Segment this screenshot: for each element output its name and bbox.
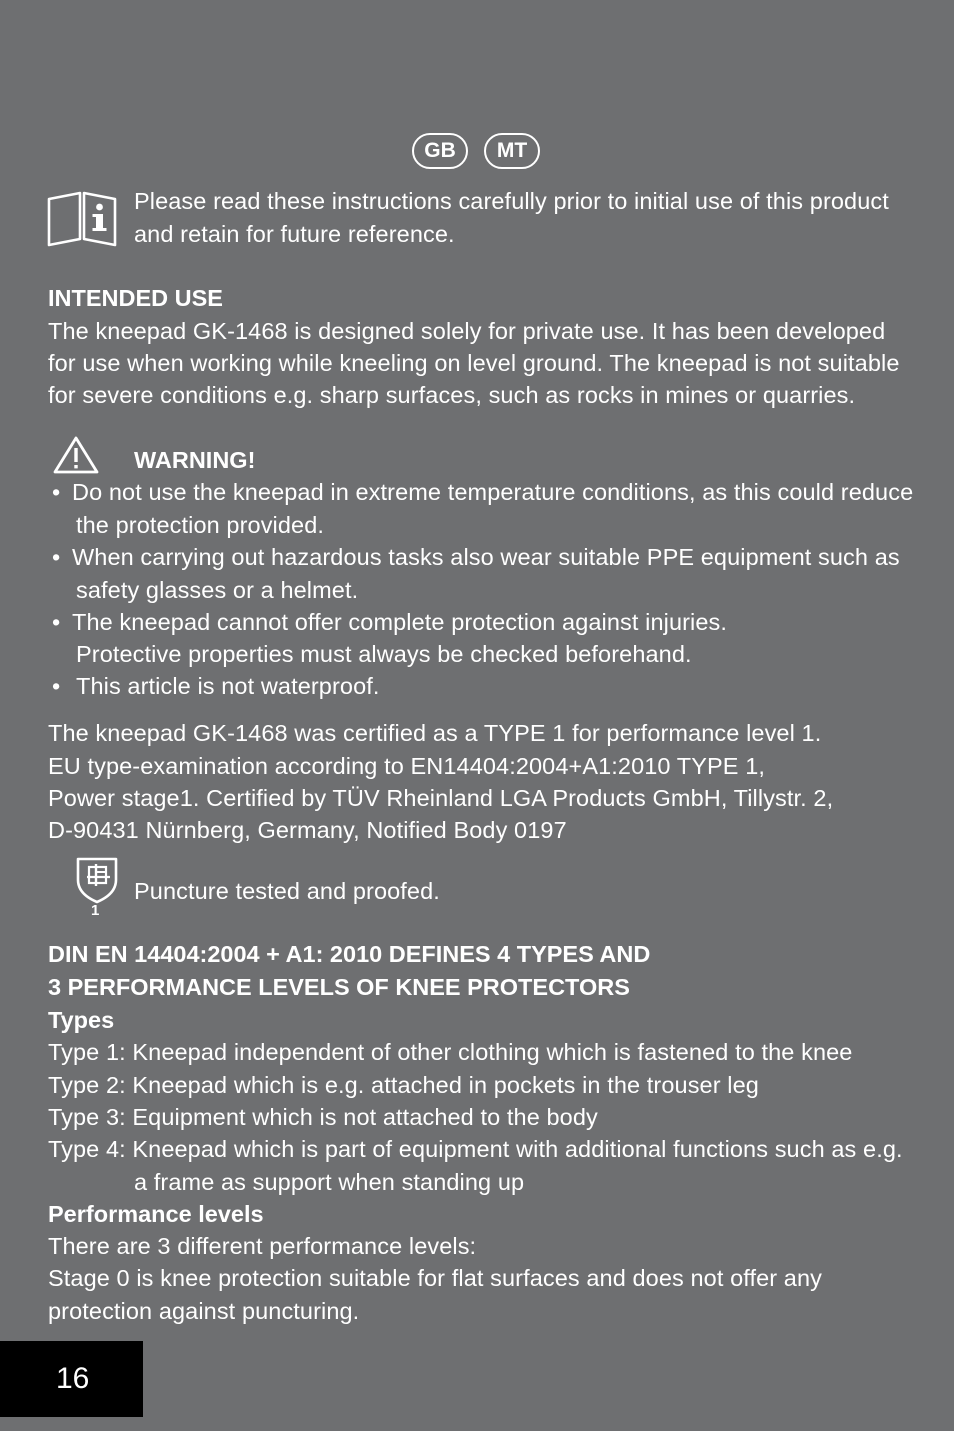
type-line: a frame as support when standing up bbox=[134, 1169, 525, 1195]
page-number: 16 bbox=[56, 1362, 90, 1395]
manual-info-icon bbox=[46, 189, 118, 249]
type-line: Type 3: Equipment which is not attached to the body bbox=[48, 1104, 598, 1130]
type-line: Type 2: Kneepad which is e.g. attached in pockets in the trouser leg bbox=[48, 1072, 759, 1098]
warning-bullet-line: safety glasses or a helmet. bbox=[76, 577, 359, 603]
puncture-text: Puncture tested and proofed. bbox=[134, 878, 440, 904]
warning-bullet-line: Do not use the kneepad in extreme temperature conditions, as this could reduce bbox=[72, 479, 914, 505]
language-badge-mt: MT bbox=[484, 133, 540, 169]
types-heading: Types bbox=[48, 1007, 115, 1033]
language-badge-gb: GB bbox=[412, 133, 468, 169]
warning-heading: WARNING! bbox=[134, 447, 256, 473]
warning-bullet-line: This article is not waterproof. bbox=[76, 673, 380, 699]
performance-level-line: There are 3 different performance levels: bbox=[48, 1233, 477, 1259]
intended-use-line: for severe conditions e.g. sharp surfaces, such as rocks in mines or quarries. bbox=[48, 382, 856, 408]
performance-level-line: protection against puncturing. bbox=[48, 1298, 360, 1324]
type-line: Type 4: Kneepad which is part of equipment with additional functions such as e.g. bbox=[48, 1136, 903, 1162]
din-heading-line: DIN EN 14404:2004 + A1: 2010 DEFINES 4 TYPES AND bbox=[48, 941, 651, 967]
puncture-level-label: 1 bbox=[91, 902, 100, 919]
bullet: • bbox=[52, 609, 61, 635]
intended-use-heading: INTENDED USE bbox=[48, 285, 223, 311]
warning-bullet-line: the protection provided. bbox=[76, 512, 325, 538]
certification-line: Power stage1. Certified by TÜV Rheinland LGA Products GmbH, Tillystr. 2, bbox=[48, 785, 834, 811]
page-number-box bbox=[0, 1341, 143, 1417]
certification-line: D-90431 Nürnberg, Germany, Notified Body 0197 bbox=[48, 817, 567, 843]
warning-triangle-icon bbox=[52, 435, 100, 475]
notice-line: Please read these instructions carefully prior to initial use of this product bbox=[134, 188, 889, 214]
bullet: • bbox=[52, 479, 61, 505]
warning-bullet-line: When carrying out hazardous tasks also wear suitable PPE equipment such as bbox=[72, 544, 900, 570]
intended-use-line: The kneepad GK-1468 is designed solely for private use. It has been developed bbox=[48, 318, 886, 344]
type-line: Type 1: Kneepad independent of other clothing which is fastened to the knee bbox=[48, 1039, 853, 1065]
certification-line: The kneepad GK-1468 was certified as a TYPE 1 for performance level 1. bbox=[48, 720, 822, 746]
certification-line: EU type-examination according to EN14404:2004+A1:2010 TYPE 1, bbox=[48, 753, 765, 779]
warning-bullet-line: Protective properties must always be checked beforehand. bbox=[76, 641, 692, 667]
intended-use-line: for use when working while kneeling on level ground. The kneepad is not suitable bbox=[48, 350, 900, 376]
din-heading-line: 3 PERFORMANCE LEVELS OF KNEE PROTECTORS bbox=[48, 974, 630, 1000]
notice-line: and retain for future reference. bbox=[134, 221, 455, 247]
performance-levels-heading: Performance levels bbox=[48, 1201, 264, 1227]
bullet: • bbox=[52, 544, 61, 570]
bullet: • bbox=[52, 673, 61, 699]
puncture-shield-icon bbox=[74, 856, 120, 904]
warning-bullet-line: The kneepad cannot offer complete protection against injuries. bbox=[72, 609, 728, 635]
performance-level-line: Stage 0 is knee protection suitable for flat surfaces and does not offer any bbox=[48, 1265, 822, 1291]
